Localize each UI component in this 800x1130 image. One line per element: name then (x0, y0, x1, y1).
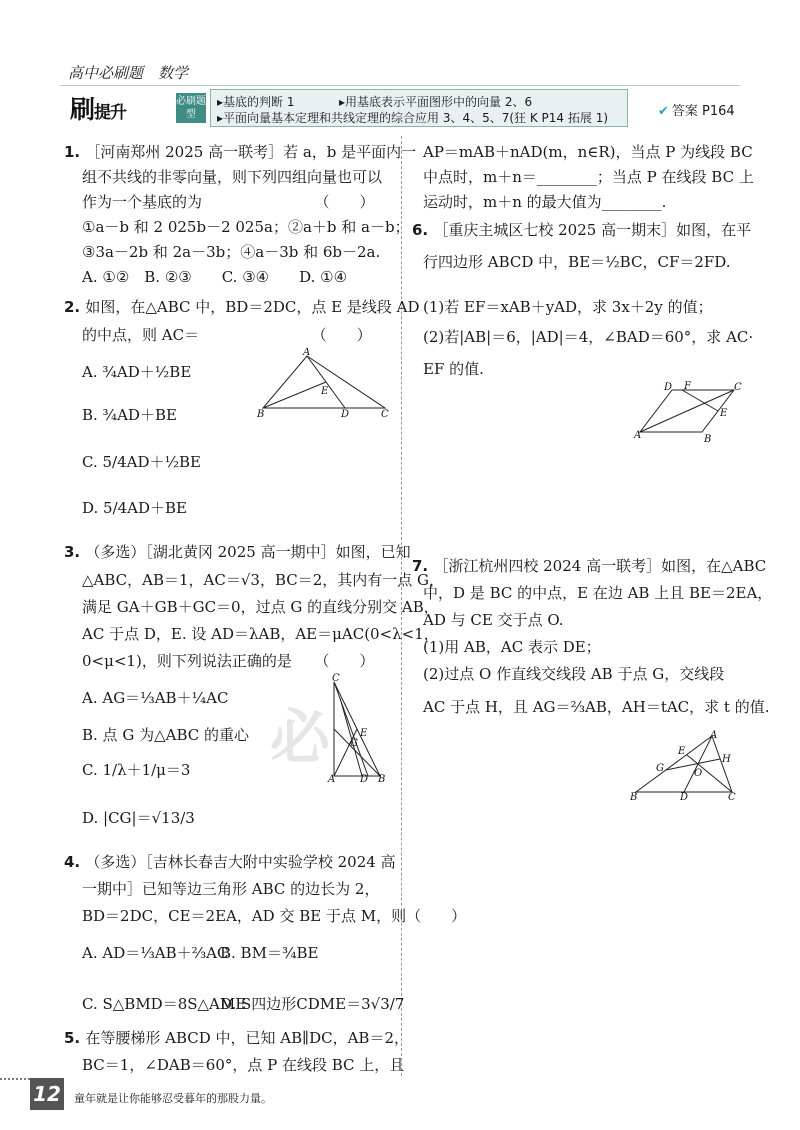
q3-option-b: B. 点 G 为△ABC 的重心 (82, 726, 249, 744)
svg-text:A: A (303, 348, 311, 358)
q1-line: 组不共线的非零向量，则下列四组向量也可以 (82, 168, 383, 186)
q4-line: BD＝2DC，CE＝2EA，AD 交 BE 于点 M，则（ ） (82, 907, 467, 925)
svg-text:D: D (341, 409, 350, 420)
svg-text:A: A (328, 774, 336, 784)
svg-text:B: B (378, 774, 386, 784)
topic-3: ▸平面向量基本定理和共线定理的综合应用 3、4、5、7(狂 K P14 拓展 1) (217, 111, 609, 125)
q5-line: BC＝1，∠DAB＝60°，点 P 在线段 BC 上，且 (82, 1056, 405, 1074)
answer-page: 答案 P164 (671, 104, 735, 119)
svg-text:H: H (722, 754, 731, 765)
q3-line: 满足 GA＋GB＋GC＝0，过点 G 的直线分别交 AB， (82, 598, 439, 616)
svg-text:C: C (332, 673, 340, 684)
footer-motto: 童年就是让你能够忍受暮年的那股力量。 (74, 1092, 272, 1105)
svg-text:G: G (350, 738, 358, 749)
q4-option-a: A. AD＝⅓AB＋⅔AC (82, 944, 229, 962)
q4-line: 一期中］已知等边三角形 ABC 的边长为 2， (82, 880, 380, 898)
q6-line: (1)若 EF＝xAB＋yAD，求 3x＋2y 的值； (423, 298, 713, 316)
question-1: 1. ［河南郑州 2025 高一联考］若 a，b 是平面内一 (64, 143, 417, 161)
topic-2: ▸用基底表示平面图形中的向量 2、6 (339, 95, 533, 109)
q3-line: 0<μ<1)，则下列说法正确的是 （ ） (82, 652, 375, 670)
q4-option-b: B. BM＝¾BE (220, 944, 319, 962)
q2-line: 的中点，则 AC＝ （ ） (82, 326, 372, 344)
svg-text:F: F (684, 381, 691, 392)
svg-text:E: E (321, 386, 329, 397)
question-3: 3. （多选）［湖北黄冈 2025 高一期中］如图，已知 (64, 543, 411, 561)
q7-line: (2)过点 O 作直线交线段 AB 于点 G，交线段 (423, 665, 725, 683)
question-7: 7. ［浙江杭州四校 2024 高一联考］如图，在△ABC (412, 557, 767, 575)
q7-line: AC 于点 H，且 AG＝⅔AB，AH＝tAC，求 t 的值. (423, 698, 770, 716)
footer-dots (0, 1078, 30, 1080)
check-icon: ✔ (658, 104, 669, 119)
question-4: 4. （多选）［吉林长春吉大附中实验学校 2024 高 (64, 853, 396, 871)
q2-option-a: A. ¾AD＋½BE (82, 363, 192, 381)
q7-line: (1)用 AB，AC 表示 DE； (423, 638, 601, 656)
svg-text:A: A (710, 730, 718, 741)
q6-figure (630, 380, 750, 442)
question-2: 2. 如图，在△ABC 中，BD＝2DC，点 E 是线段 AD (64, 298, 420, 316)
answer-reference (658, 100, 735, 119)
q5-line: 运动时，m＋n 的最大值为________. (423, 193, 667, 211)
svg-text:C: C (381, 409, 389, 420)
q6-line: (2)若|AB|＝6，|AD|＝4，∠BAD＝60°，求 AC· (423, 328, 754, 346)
q5-line: AP＝mAB＋nAD(m，n∈R)，当点 P 为线段 BC (423, 143, 753, 161)
watermark: 必 (270, 703, 330, 773)
q4-option-d: D. S四边形CDME＝3√3/7 (220, 995, 405, 1013)
brand-sub: 提升 (94, 103, 127, 123)
q6-line: 行四边形 ABCD 中，BE＝½BC，CF＝2FD. (423, 253, 731, 271)
q6-line: EF 的值. (423, 360, 484, 378)
svg-text:B: B (630, 792, 638, 802)
svg-text:B: B (704, 434, 712, 442)
question-6: 6. ［重庆主城区七校 2025 高一期末］如图，在平 (412, 221, 752, 239)
topics-box (210, 89, 628, 127)
brand-main: 刷 (70, 95, 95, 124)
q4-option-c: C. S△BMD＝8S△AME (82, 995, 247, 1013)
topic-1: ▸基底的判断 1 (217, 95, 295, 109)
svg-text:D: D (360, 774, 369, 784)
question-type-tag: 必刷题型 (176, 93, 206, 123)
svg-text:E: E (720, 408, 728, 419)
q2-option-c: C. 5/4AD＋½BE (82, 453, 201, 471)
header-rule (60, 85, 740, 86)
section-brand (70, 90, 126, 126)
svg-text:C: C (728, 792, 736, 802)
q3-figure (322, 672, 392, 784)
q2-figure (255, 348, 395, 420)
svg-text:O: O (694, 768, 703, 779)
page-number: 12 (30, 1078, 64, 1110)
q3-line: AC 于点 D，E. 设 AD＝λAB，AE＝μAC(0<λ<1， (82, 625, 439, 643)
svg-text:G: G (656, 763, 664, 774)
q3-option-a: A. AG＝⅓AB＋¼AC (82, 689, 229, 707)
q1-options: A. ①② B. ②③ C. ③④ D. ①④ (82, 268, 348, 286)
svg-text:E: E (678, 746, 686, 757)
q7-figure (628, 730, 743, 802)
svg-text:D: D (664, 382, 673, 393)
question-5: 5. 在等腰梯形 ABCD 中，已知 AB∥DC，AB＝2， (64, 1029, 409, 1047)
q2-option-b: B. ¾AD＋BE (82, 406, 177, 424)
q2-option-d: D. 5/4AD＋BE (82, 499, 188, 517)
q5-line: 中点时，m＋n＝________；当点 P 在线段 BC 上 (423, 168, 754, 186)
q1-line: ①a－b 和 2 025b－2 025a；②a＋b 和 a－b； (82, 218, 410, 236)
svg-text:B: B (257, 409, 265, 420)
book-title: 高中必刷题 数学 (68, 64, 189, 82)
q1-line: ③3a－2b 和 2a－3b；④a－3b 和 6b－2a. (82, 243, 381, 261)
svg-text:D: D (680, 792, 689, 802)
q3-option-d: D. |CG|＝√13/3 (82, 809, 195, 827)
svg-text:A: A (634, 430, 642, 441)
svg-text:C: C (734, 382, 742, 393)
q1-line: 作为一个基底的为 （ ） (82, 193, 375, 211)
q3-option-c: C. 1/λ＋1/μ＝3 (82, 761, 191, 779)
q7-line: AD 与 CE 交于点 O. (423, 611, 564, 629)
q3-line: △ABC，AB＝1，AC＝√3，BC＝2，其内有一点 G， (82, 571, 445, 589)
q7-line: 中，D 是 BC 的中点，E 在边 AB 上且 BE＝2EA， (423, 584, 773, 602)
svg-text:E: E (360, 728, 368, 739)
